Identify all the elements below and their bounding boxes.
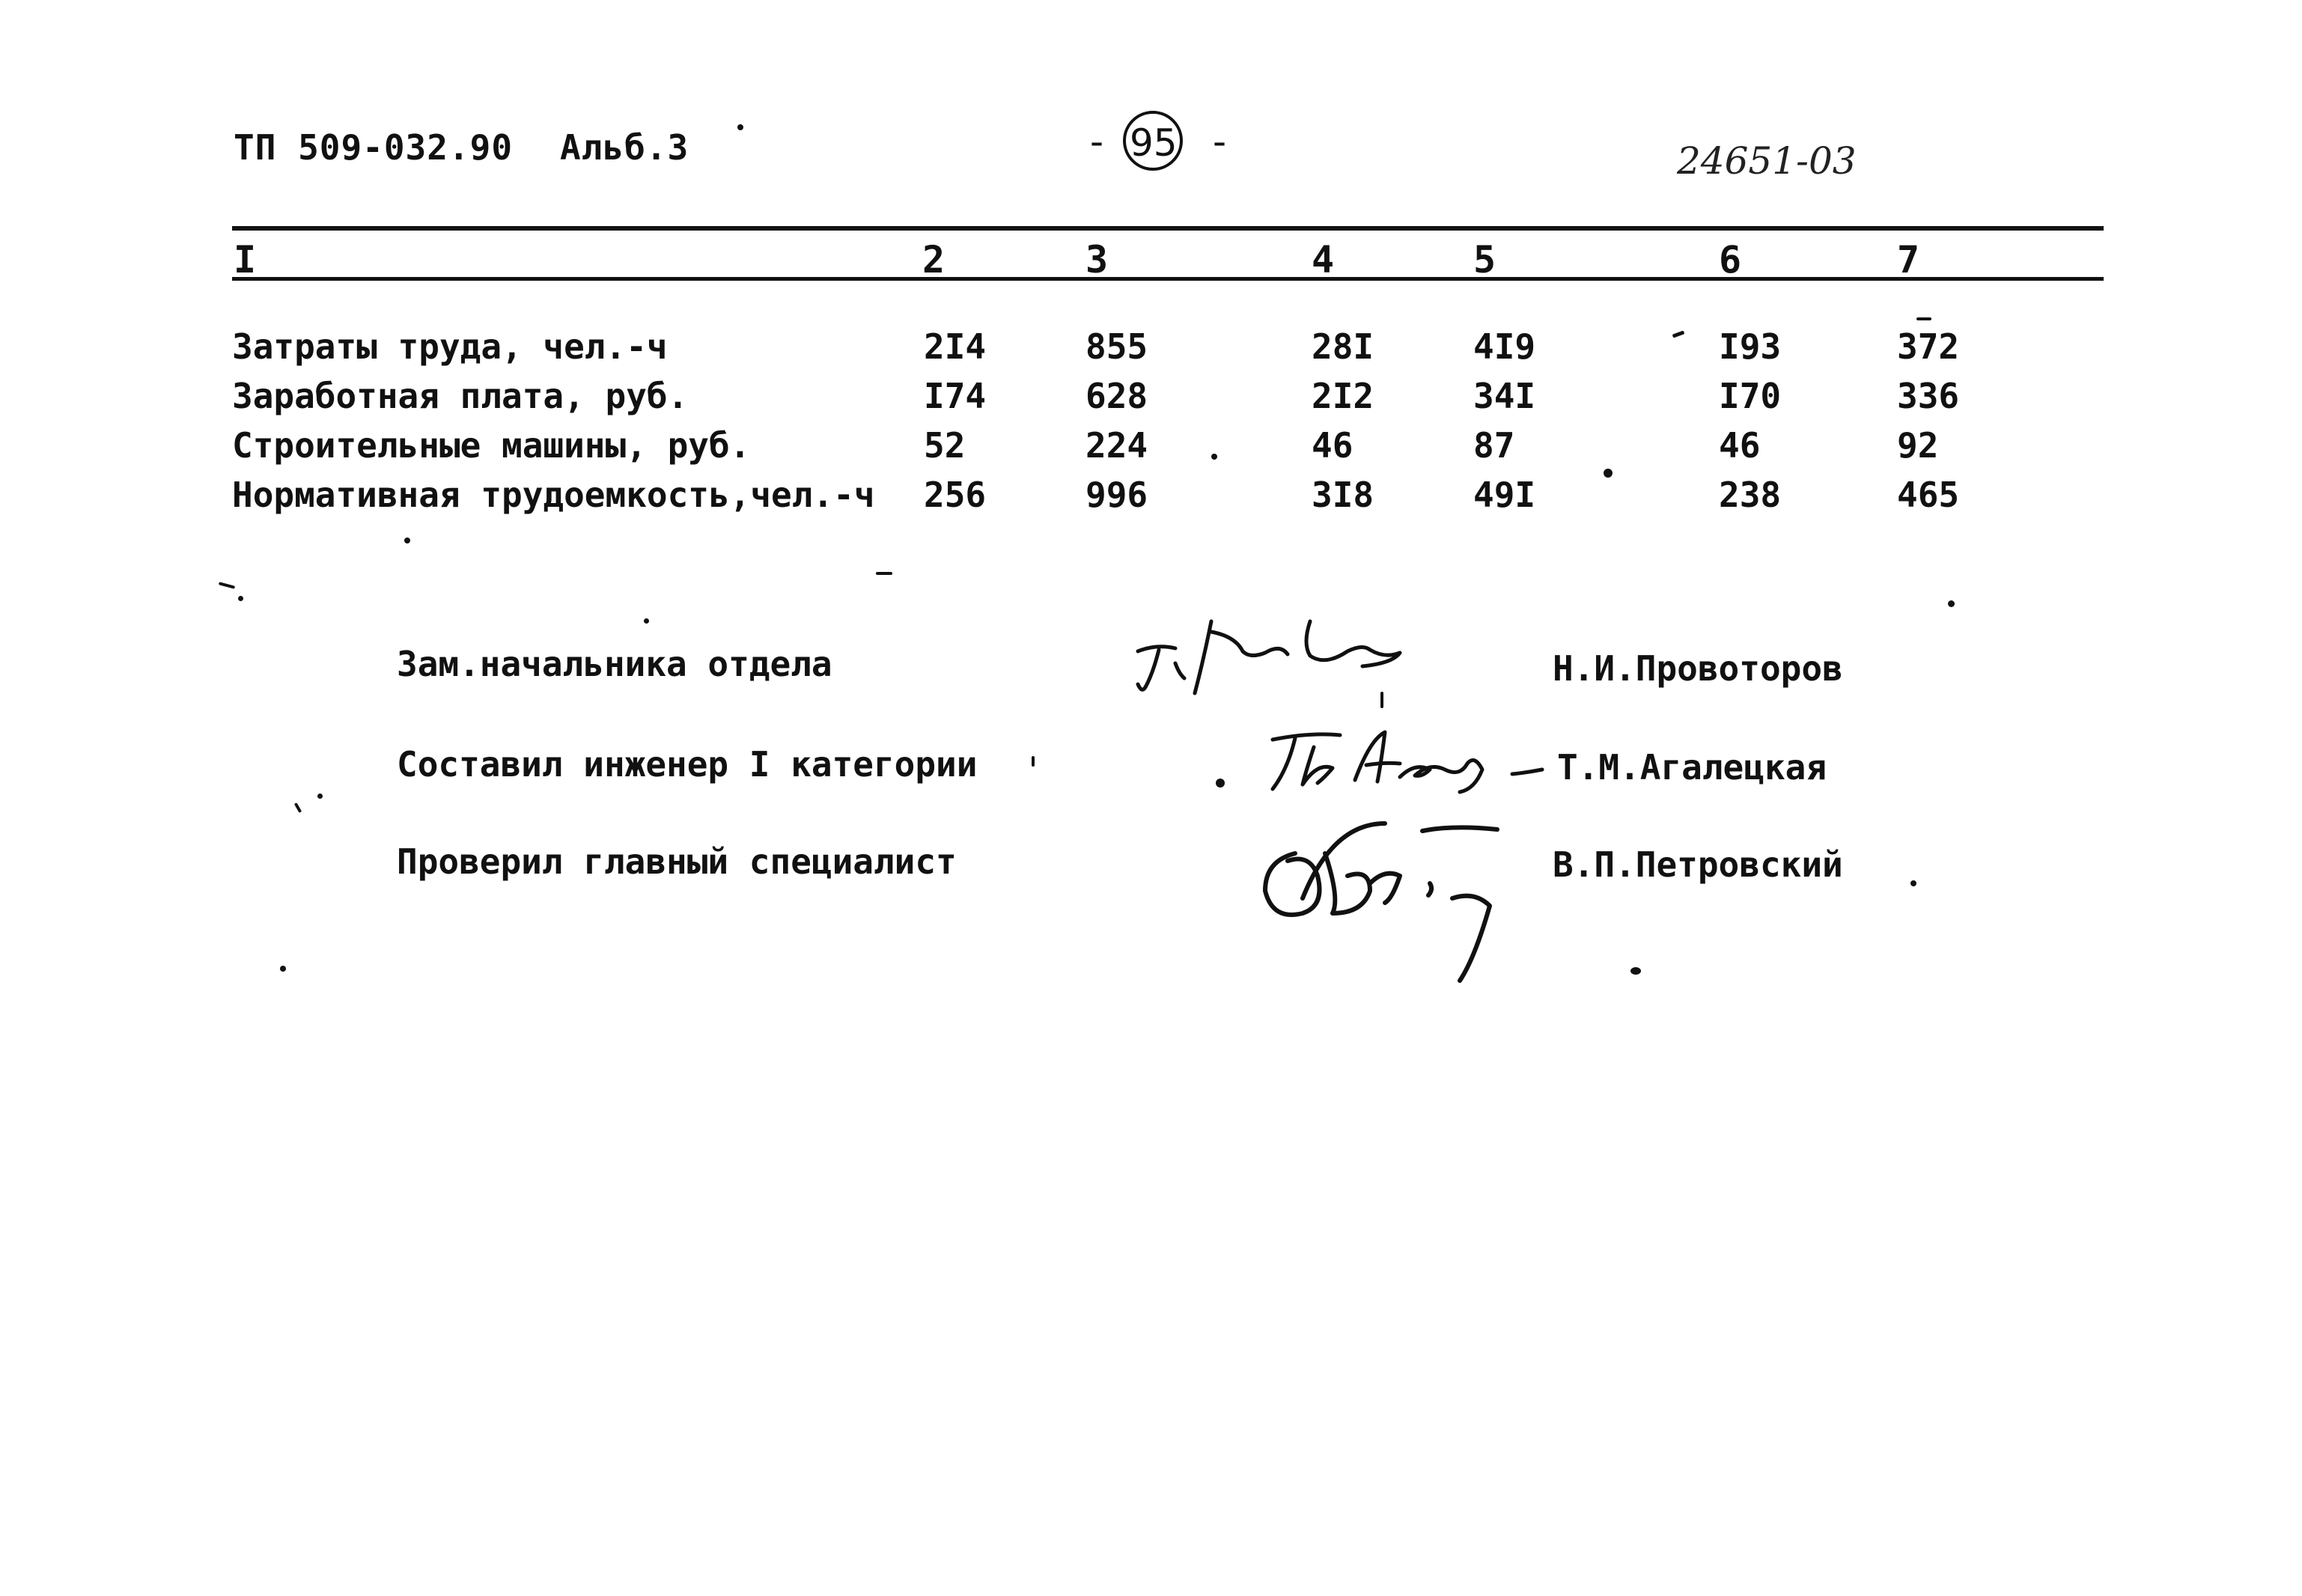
page-number: 95 xyxy=(1130,121,1178,165)
scan-speck xyxy=(1630,967,1641,975)
table-cell: I70 xyxy=(1719,376,1782,416)
album-number: Альб.3 xyxy=(560,127,689,168)
scan-speck xyxy=(1948,600,1955,607)
scan-speck xyxy=(317,794,323,799)
row-label-normative-labor-intensity: Нормативная трудоемкость,чел.-ч xyxy=(232,475,875,515)
table-cell: 372 xyxy=(1897,326,1960,367)
table-cell: 256 xyxy=(924,475,987,515)
signatory-name-provotorov: Н.И.Провоторов xyxy=(1553,648,1843,689)
scan-speck xyxy=(737,124,743,130)
scan-speck xyxy=(280,966,286,972)
handwritten-signature-2 xyxy=(1243,717,1557,807)
page-dash-right: - xyxy=(1213,120,1227,163)
scan-speck xyxy=(1604,469,1613,478)
table-cell: 52 xyxy=(924,425,966,466)
table-cell: 855 xyxy=(1085,326,1148,367)
table-top-rule xyxy=(232,226,2104,231)
signatory-role-deputy-head: Зам.начальника отдела xyxy=(397,644,832,684)
column-header-2: 2 xyxy=(922,238,946,281)
table-cell: 336 xyxy=(1897,376,1960,416)
scan-speck xyxy=(238,596,243,601)
table-cell: 46 xyxy=(1719,425,1761,466)
scan-speck xyxy=(1910,880,1916,886)
table-cell: 3I8 xyxy=(1312,475,1374,515)
archive-number: 24651-03 xyxy=(1677,139,1857,183)
scan-speck xyxy=(294,802,302,813)
column-header-4: 4 xyxy=(1312,238,1335,281)
table-header-rule xyxy=(232,277,2104,281)
scan-speck xyxy=(1916,317,1931,320)
row-label-wages: Заработная плата, руб. xyxy=(232,376,689,416)
column-header-1: I xyxy=(234,238,257,281)
table-cell: 34I xyxy=(1473,376,1536,416)
scan-speck xyxy=(1380,692,1383,708)
signatory-role-chief-specialist: Проверил главный специалист xyxy=(397,841,957,882)
scan-speck xyxy=(1672,330,1685,338)
column-header-6: 6 xyxy=(1719,238,1742,281)
scan-speck xyxy=(876,572,892,575)
handwritten-signature-1 xyxy=(1123,606,1422,704)
table-cell: 238 xyxy=(1719,475,1782,515)
table-cell: 465 xyxy=(1897,475,1960,515)
table-cell: 628 xyxy=(1085,376,1148,416)
table-cell: I74 xyxy=(924,376,987,416)
table-cell: 49I xyxy=(1473,475,1536,515)
table-cell: 28I xyxy=(1312,326,1374,367)
signatory-name-petrovsky: В.П.Петровский xyxy=(1553,844,1843,885)
scan-speck xyxy=(1216,779,1225,788)
handwritten-signature-3 xyxy=(1250,808,1520,988)
table-cell: 2I2 xyxy=(1312,376,1374,416)
document-code: ТП 509-032.90 xyxy=(234,127,514,168)
scan-speck xyxy=(1211,454,1217,460)
table-cell: I93 xyxy=(1719,326,1782,367)
table-cell: 46 xyxy=(1312,425,1354,466)
signatory-role-engineer: Составил инженер I категории xyxy=(397,744,978,785)
page-dash-left: - xyxy=(1090,120,1104,163)
table-cell: 87 xyxy=(1473,425,1515,466)
signatory-name-agaletskaya: Т.М.Агалецкая xyxy=(1557,747,1827,788)
table-cell: 224 xyxy=(1085,425,1148,466)
scan-speck xyxy=(404,537,410,543)
scan-speck xyxy=(1032,756,1035,767)
table-cell: 92 xyxy=(1897,425,1939,466)
column-header-7: 7 xyxy=(1897,238,1920,281)
table-cell: 2I4 xyxy=(924,326,987,367)
scan-speck xyxy=(219,582,235,589)
row-label-labor-costs: Затраты труда, чел.-ч xyxy=(232,326,668,367)
table-cell: 4I9 xyxy=(1473,326,1536,367)
column-header-3: 3 xyxy=(1085,238,1109,281)
table-cell: 996 xyxy=(1085,475,1148,515)
row-label-construction-machines: Строительные машины, руб. xyxy=(232,425,751,466)
scan-speck xyxy=(644,618,649,624)
column-header-5: 5 xyxy=(1473,238,1496,281)
